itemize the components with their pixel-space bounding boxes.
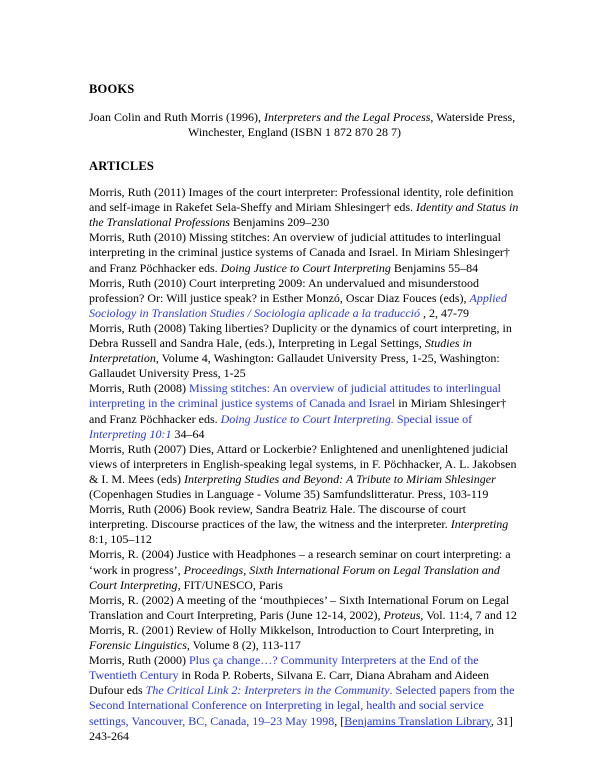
- title-text: Interpreting: [450, 517, 509, 532]
- citation-text: (Copenhagen Studies in Language - Volume 35) Samfundslitteratur. Press, 103-119: [89, 487, 489, 501]
- title-text: Forensic Linguistics: [89, 638, 187, 652]
- link-text[interactable]: Doing Justice to Court Interpreting.: [220, 411, 394, 426]
- citation-text: Morris, R. (2002) A meeting of the ‘mouthpieces’ – Sixth International Forum on Legal: [89, 592, 510, 607]
- article-citation-line: [89, 638, 301, 653]
- citation-text: Morris, Ruth (2010) Court interpreting 2009: An undervalued and misunderstood: [89, 275, 479, 290]
- citation-text: Morris, Ruth (2007) Dies, Attard or Lockerbie? Enlightened and unenlightened judicial: [89, 441, 509, 456]
- citation-text: Winchester, England (ISBN 1 872 870 28 7): [188, 125, 401, 139]
- link-text[interactable]: Interpreting 10:1: [89, 426, 172, 441]
- article-citation-line: [89, 366, 246, 381]
- citation-text: , Volume 8 (2), 113-117: [186, 638, 301, 652]
- article-citation-line: [89, 306, 469, 321]
- citation-text: 8:1, 105–112: [89, 532, 152, 547]
- article-citation-line: [89, 683, 514, 698]
- link-text[interactable]: settings, Vancouver, BC, Canada, 19–23 May 1998: [89, 713, 335, 728]
- article-citation-line: [89, 321, 512, 336]
- link-text[interactable]: Twentieth Century: [89, 668, 179, 683]
- article-citation-line: [89, 714, 513, 729]
- citation-text: Benjamins 55–84: [390, 260, 479, 275]
- citation-text: Morris, Ruth (2000): [89, 653, 189, 668]
- book-citation-line: [89, 110, 515, 125]
- heading-books: BOOKS: [89, 82, 135, 96]
- article-citation-line: [89, 517, 508, 532]
- link-text[interactable]: Applied: [469, 290, 507, 305]
- title-text: Proceedings, Sixth International Forum on Legal Translation and: [183, 562, 500, 577]
- article-citation-line: [89, 200, 518, 215]
- citation-text: Morris, Ruth (2010) Missing stitches: An overview of judicial attitudes to interlingual: [89, 230, 501, 245]
- citation-text: , [: [334, 713, 345, 728]
- citation-text: Morris, R. (2001) Review of Holly Mikkelson, Introduction to Court Interpreting, in: [89, 622, 494, 637]
- article-citation-line: [89, 230, 501, 245]
- article-citation-line: [89, 351, 500, 366]
- citation-text: ‘work in progress’,: [89, 562, 184, 577]
- article-citation-line: [89, 487, 488, 502]
- book-citation-line: [188, 125, 401, 140]
- link-text[interactable]: interpreting in the criminal justice systems of Canada and Israel: [89, 396, 396, 411]
- article-citation-line: [89, 593, 509, 608]
- citation-text: & I. M. Mees (eds): [89, 471, 184, 486]
- article-citation-line: [89, 608, 517, 623]
- heading-articles: ARTICLES: [89, 159, 155, 173]
- article-citation-line: [89, 578, 283, 593]
- link-text[interactable]: The Critical Link 2: Interpreters in the Community: [145, 683, 390, 698]
- article-citation-line: [89, 276, 479, 291]
- article-citation-line: [89, 668, 489, 683]
- citation-text: Morris, Ruth (2011) Images of the court interpreter: Professional identity, role definition: [89, 185, 514, 199]
- citation-text: views of interpreters in English-speaking legal systems, in F. Pöchhacker, A. L. Jakobsen: [89, 456, 517, 471]
- article-citation-line: [89, 396, 506, 411]
- article-citation-line: [89, 336, 472, 351]
- citation-text: and Franz Pöchhacker eds.: [89, 411, 221, 426]
- title-text: the Translational Professions: [89, 215, 230, 230]
- link-text[interactable]: Plus ça change…? Community Interpreters at the End of the: [189, 653, 479, 668]
- article-citation-line: [89, 381, 501, 396]
- article-citation-line: [89, 532, 152, 547]
- article-citation-line: [89, 215, 329, 230]
- link-text[interactable]: Special issue of: [393, 411, 473, 426]
- link-text[interactable]: Sociology in Translation Studies / Sociologia aplicade a la traducció: [89, 305, 420, 320]
- article-citation-line: [89, 457, 516, 472]
- article-citation-line: [89, 547, 511, 562]
- article-citation-line: [89, 261, 478, 276]
- article-citation-line: [89, 729, 129, 744]
- citation-text: Morris, R. (2004) Justice with Headphones – a research seminar on court interpreting: a: [89, 547, 511, 562]
- citation-text: , Vol. 11:4, 7 and 12: [420, 607, 517, 622]
- article-citation-line: [89, 502, 466, 517]
- citation-text: , FIT/UNESCO, Paris: [177, 577, 283, 592]
- link-text[interactable]: Benjamins Translation Library: [344, 713, 491, 728]
- citation-text: interpreting. Discourse practices of the law, the witness and the interpreter.: [89, 517, 451, 532]
- article-citation-line: [89, 291, 507, 306]
- citation-text: Morris, Ruth (2006) Book review, Sandra Beatriz Hale. The discourse of court: [89, 502, 466, 517]
- citation-text: Joan Colin and Ruth Morris (1996),: [89, 110, 264, 124]
- citation-text: Debra Russell and Sandra Hale, (eds.), Interpreting in Legal Settings,: [89, 336, 425, 350]
- citation-text: in Miriam Shlesinger†: [395, 396, 507, 411]
- link-text[interactable]: Second International Conference on Interpreting in legal, health and social service: [89, 698, 484, 713]
- citation-text: Morris, Ruth (2008) Taking liberties? Duplicity or the dynamics of court interpreting, in: [89, 320, 512, 335]
- article-citation-line: [89, 563, 500, 578]
- article-citation-line: [89, 427, 205, 442]
- citation-text: 34–64: [171, 426, 205, 441]
- title-text: Doing Justice to Court Interpreting: [220, 260, 391, 275]
- article-citation-line: [89, 412, 472, 427]
- citation-text: Translation and Court Interpreting, Paris (June 12-14, 2002),: [89, 607, 384, 622]
- citation-text: , Volume 4, Washington: Gallaudet University Press, 1-25, Washington:: [155, 351, 500, 366]
- article-citation-line: [89, 698, 484, 713]
- citation-text: Morris, Ruth (2008): [89, 381, 189, 396]
- title-text: Interpreting Studies and Beyond: A Tribute to Miriam Shlesinger: [183, 471, 496, 486]
- citation-text: , Waterside Press,: [430, 110, 516, 124]
- citation-text: interpreting in the criminal justice systems of Canada and Israel. In Miriam Shlesinger†: [89, 245, 510, 260]
- citation-text: Benjamins 209–230: [229, 215, 330, 230]
- citation-text: Gallaudet University Press, 1-25: [89, 366, 246, 381]
- article-citation-line: [89, 245, 510, 260]
- title-text: Identity and Status in: [416, 200, 519, 215]
- title-text: Proteus: [383, 607, 421, 622]
- citation-text: 243-264: [89, 728, 129, 743]
- citation-text: profession? Or: Will justice speak? in Esther Monzó, Oscar Diaz Fouces (eds),: [89, 290, 470, 305]
- title-text: Studies in: [424, 336, 472, 350]
- citation-text: and self-image in Rakefet Sela-Sheffy and Miriam Shlesinger† eds.: [89, 200, 417, 215]
- title-text: Interpretation: [89, 351, 156, 366]
- citation-text: , 31]: [490, 713, 513, 728]
- citation-text: and Franz Pöchhacker eds.: [89, 260, 221, 275]
- article-citation-line: [89, 185, 513, 200]
- citation-text: in Roda P. Roberts, Silvana E. Carr, Diana Abraham and Aideen: [178, 668, 489, 683]
- article-citation-line: [89, 472, 496, 487]
- citation-text: Dufour eds: [89, 683, 146, 698]
- citation-text: , 2, 47-79: [419, 305, 469, 320]
- link-text[interactable]: Missing stitches: An overview of judicial attitudes to interlingual: [189, 381, 501, 396]
- article-citation-line: [89, 653, 479, 668]
- article-citation-line: [89, 623, 494, 638]
- title-text: Court Interpreting: [89, 577, 178, 592]
- link-text[interactable]: . Selected papers from the: [389, 683, 515, 698]
- article-citation-line: [89, 442, 508, 457]
- title-text: Interpreters and the Legal Process: [264, 110, 431, 124]
